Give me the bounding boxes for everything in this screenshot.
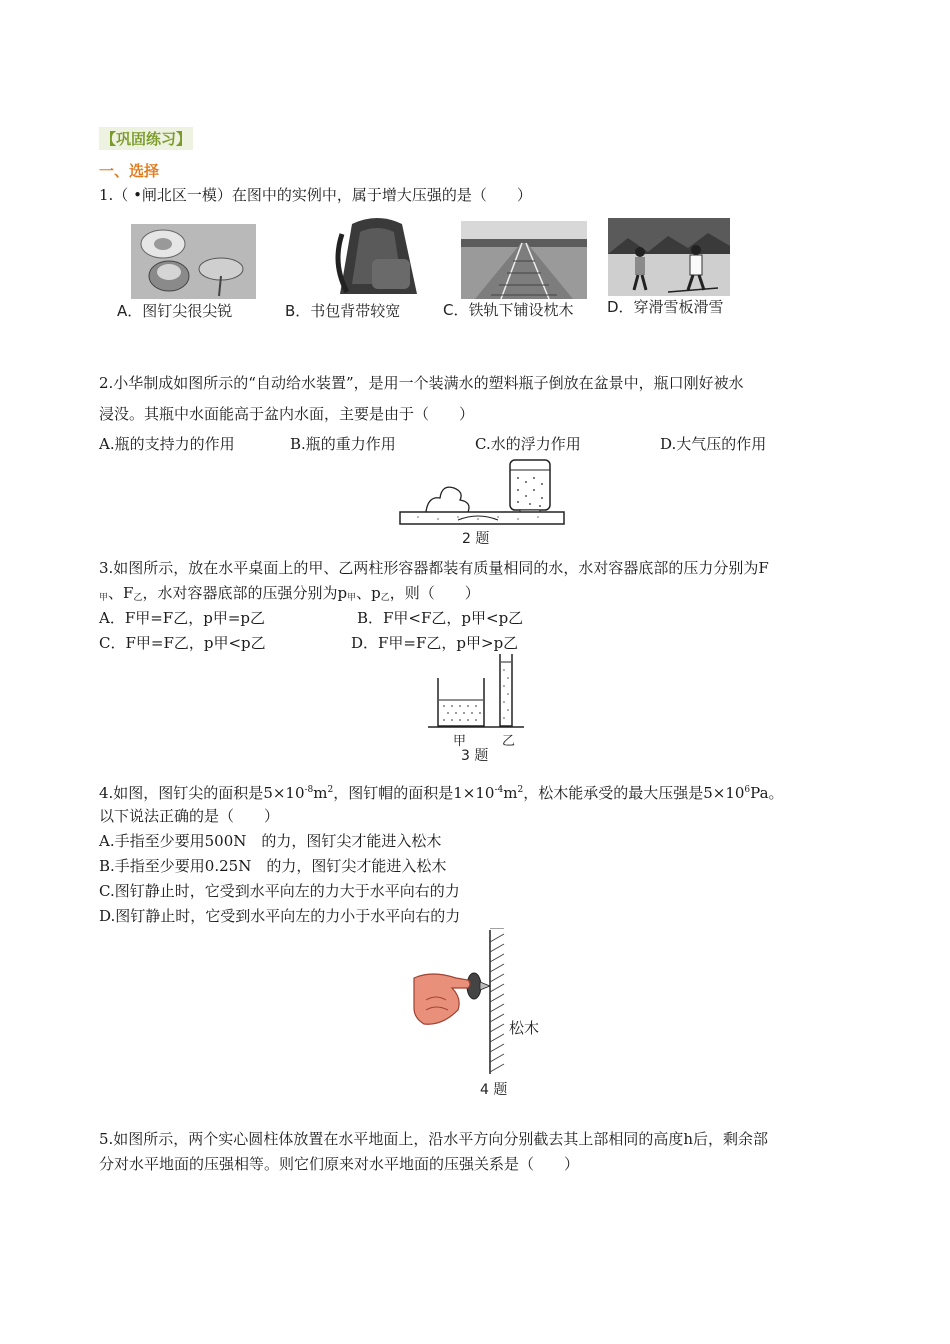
q3-option-b: B．F甲<F乙，p甲<p乙 [357, 609, 524, 627]
q3-figure-containers [428, 650, 524, 734]
q1-caption-a: A．图钉尖很尖锐 [117, 302, 233, 320]
q1-image-skiing [608, 218, 730, 296]
q4-option-d: D.图钉静止时，它受到水平向左的力小于水平向右的力 [99, 907, 461, 925]
q2-option-b: B.瓶的重力作用 [290, 435, 396, 453]
q4-option-c: C.图钉静止时，它受到水平向左的力大于水平向右的力 [99, 882, 460, 900]
q4-text-c: ，图钉帽的面积是1×10 [333, 784, 495, 802]
q3-sub-jia: 甲 [99, 593, 109, 603]
q4-figure-thumbtack-wood [412, 928, 522, 1076]
q4-text-a: 4.如图，图钉尖的面积是5×10 [99, 784, 305, 802]
q3-figure-label: 3 题 [461, 748, 489, 764]
q4-line2: 以下说法正确的是（ ） [99, 807, 280, 825]
q3-line2-end: ，则（ ） [389, 584, 480, 602]
q3-figure-jia: 甲 [453, 734, 467, 749]
q4-text-e: ，松木能承受的最大压强是5×10 [523, 784, 745, 802]
q4-exp3: 6 [744, 785, 751, 795]
q1-image-schoolbag [332, 214, 427, 302]
q3-figure-yi: 乙 [502, 734, 516, 749]
q3-sub-yi: 乙 [133, 593, 143, 603]
q2-figure-label: 2 题 [462, 531, 490, 547]
q4-text-b: m [313, 784, 328, 802]
q1-caption-b: B．书包背带较宽 [285, 302, 401, 320]
q5-line1: 5.如图所示，两个实心圆柱体放置在水平地面上，沿水平方向分别截去其上部相同的高度h后，剩余部 [99, 1130, 768, 1148]
q3-line2-mid: ，水对容器底部的压强分别为p [142, 584, 348, 602]
q2-option-c: C.水的浮力作用 [475, 435, 581, 453]
q3-option-d: D．F甲=F乙，p甲>p乙 [351, 634, 519, 652]
q1-caption-c: C．铁轨下铺设枕木 [443, 301, 574, 319]
q3-line1: 3.如图所示，放在水平桌面上的甲、乙两柱形容器都装有质量相同的水，水对容器底部的压力分别为F [99, 559, 769, 577]
q1-text: 1.（ •闸北区一模）在图中的实例中，属于增大压强的是（ ） [99, 186, 532, 204]
q3-option-c: C．F甲=F乙，p甲<p乙 [99, 634, 266, 652]
section-title: 【巩固练习】 [99, 127, 193, 150]
q4-exp1: -8 [304, 785, 314, 795]
q1-image-thumbtacks [131, 224, 256, 299]
q2-line1: 2.小华制成如图所示的“自动给水装置”，是用一个装满水的塑料瓶子倒放在盆景中，瓶口刚好被水 [99, 374, 744, 392]
q3-line2: $_甲$、$F_乙$，水对容器底部的压强分别为$p_甲$、$p_乙$，则（ ） [99, 584, 480, 603]
q3-sub-jia-2: 甲 [347, 593, 357, 603]
q2-option-a: A.瓶的支持力的作用 [99, 435, 235, 453]
q5-line2: 分对水平地面的压强相等。则它们原来对水平地面的压强关系是（ ） [99, 1155, 580, 1173]
q1-caption-d: D．穿滑雪板滑雪 [607, 298, 724, 316]
q1-image-railway [461, 221, 587, 299]
q4-text-d: m [503, 784, 518, 802]
q4-text-f: Pa。 [750, 784, 784, 802]
q4-option-a: A.手指至少要用500N 的力，图钉尖才能进入松木 [99, 832, 442, 850]
q4-exp2: -4 [494, 785, 504, 795]
heading-choice: 一、选择 [99, 162, 160, 180]
q4-line1 [99, 779, 784, 804]
q4-figure-wood-label: 松木 [509, 1019, 540, 1037]
q2-option-d: D.大气压的作用 [660, 435, 767, 453]
q4-sq1: 2 [327, 785, 334, 795]
q4-sq2: 2 [517, 785, 524, 795]
q3-sub-yi-2: 乙 [380, 593, 390, 603]
q4-figure-label: 4 题 [480, 1082, 508, 1098]
q3-option-a: A．F甲=F乙，p甲=p乙 [99, 609, 265, 627]
q4-option-b: B.手指至少要用0.25N 的力，图钉尖才能进入松木 [99, 857, 447, 875]
q2-line2: 浸没。其瓶中水面能高于盆内水面，主要是由于（ ） [99, 405, 475, 423]
